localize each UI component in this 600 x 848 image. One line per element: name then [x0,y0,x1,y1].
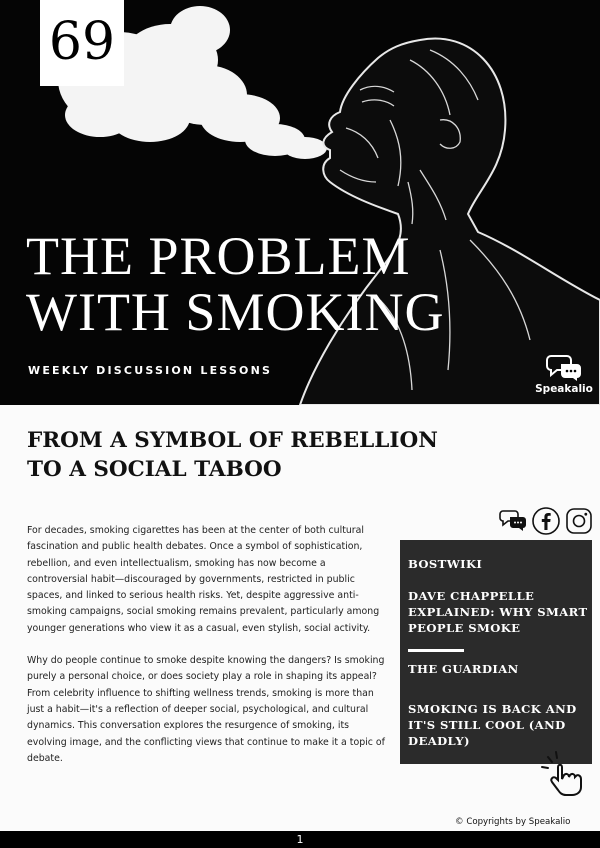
instagram-icon[interactable] [564,506,594,536]
series-subtitle: WEEKLY DISCUSSION LESSONS [28,364,273,377]
chat-bubbles-icon [545,352,583,382]
paragraph: For decades, smoking cigarettes has been at the center of both cultural fascination and public health debates. Once a symbol of sophistication, rebellion, and even intellectualism, smoking has now become a controversial habit—discouraged by governments, restricted in public spaces, and linked to serious health risks. Yet, despite aggressive anti-smoking campaigns, social smoking remains prevalent, particularly among younger generations who view it as a casual, even stylish, social activity. [27,525,380,634]
chat-bubbles-icon[interactable] [498,506,528,536]
source-outlet: BOSTWIKI [408,557,483,571]
paragraph: Why do people continue to smoke despite knowing the dangers? Is smoking purely a personal choice, or does society play a role in shaping its appeal? From celebrity influence to shifting wellness trends, smoking is more than just a habit—it's a reflection of deeper social, psychological, and cultural dynamics. This conversation explores the resurgence of smoking, its evolving image, and the conflicting views that continue to make it a topic of debate. [27,655,385,764]
section-heading [27,426,487,484]
facebook-icon[interactable] [531,506,561,536]
title-line: WITH SMOKING [26,282,445,342]
brand-logo [532,352,596,395]
page-title [26,228,586,340]
heading-line: TO A SOCIAL TABOO [27,457,282,482]
page-footer [0,831,600,848]
source-outlet: THE GUARDIAN [408,662,519,676]
social-icons [498,506,594,536]
copyright-notice: © Copyrights by Speakalio [455,817,571,827]
page-number: 1 [296,833,304,846]
divider [408,649,464,652]
heading-line: FROM A SYMBOL OF REBELLION [27,428,438,453]
title-line: THE PROBLEM [26,226,411,286]
hero-banner [0,0,600,405]
lesson-number: 69 [40,0,124,86]
source-headline-link[interactable]: DAVE CHAPPELLE EXPLAINED: WHY SMART PEOPLE SMOKE [408,589,588,635]
sources-panel [400,540,592,764]
brand-name: Speakalio [535,383,593,395]
intro-text [27,523,389,783]
source-headline-link[interactable]: SMOKING IS BACK AND IT'S STILL COOL (AND DEADLY) [408,702,577,748]
tap-hand-icon [538,749,594,797]
